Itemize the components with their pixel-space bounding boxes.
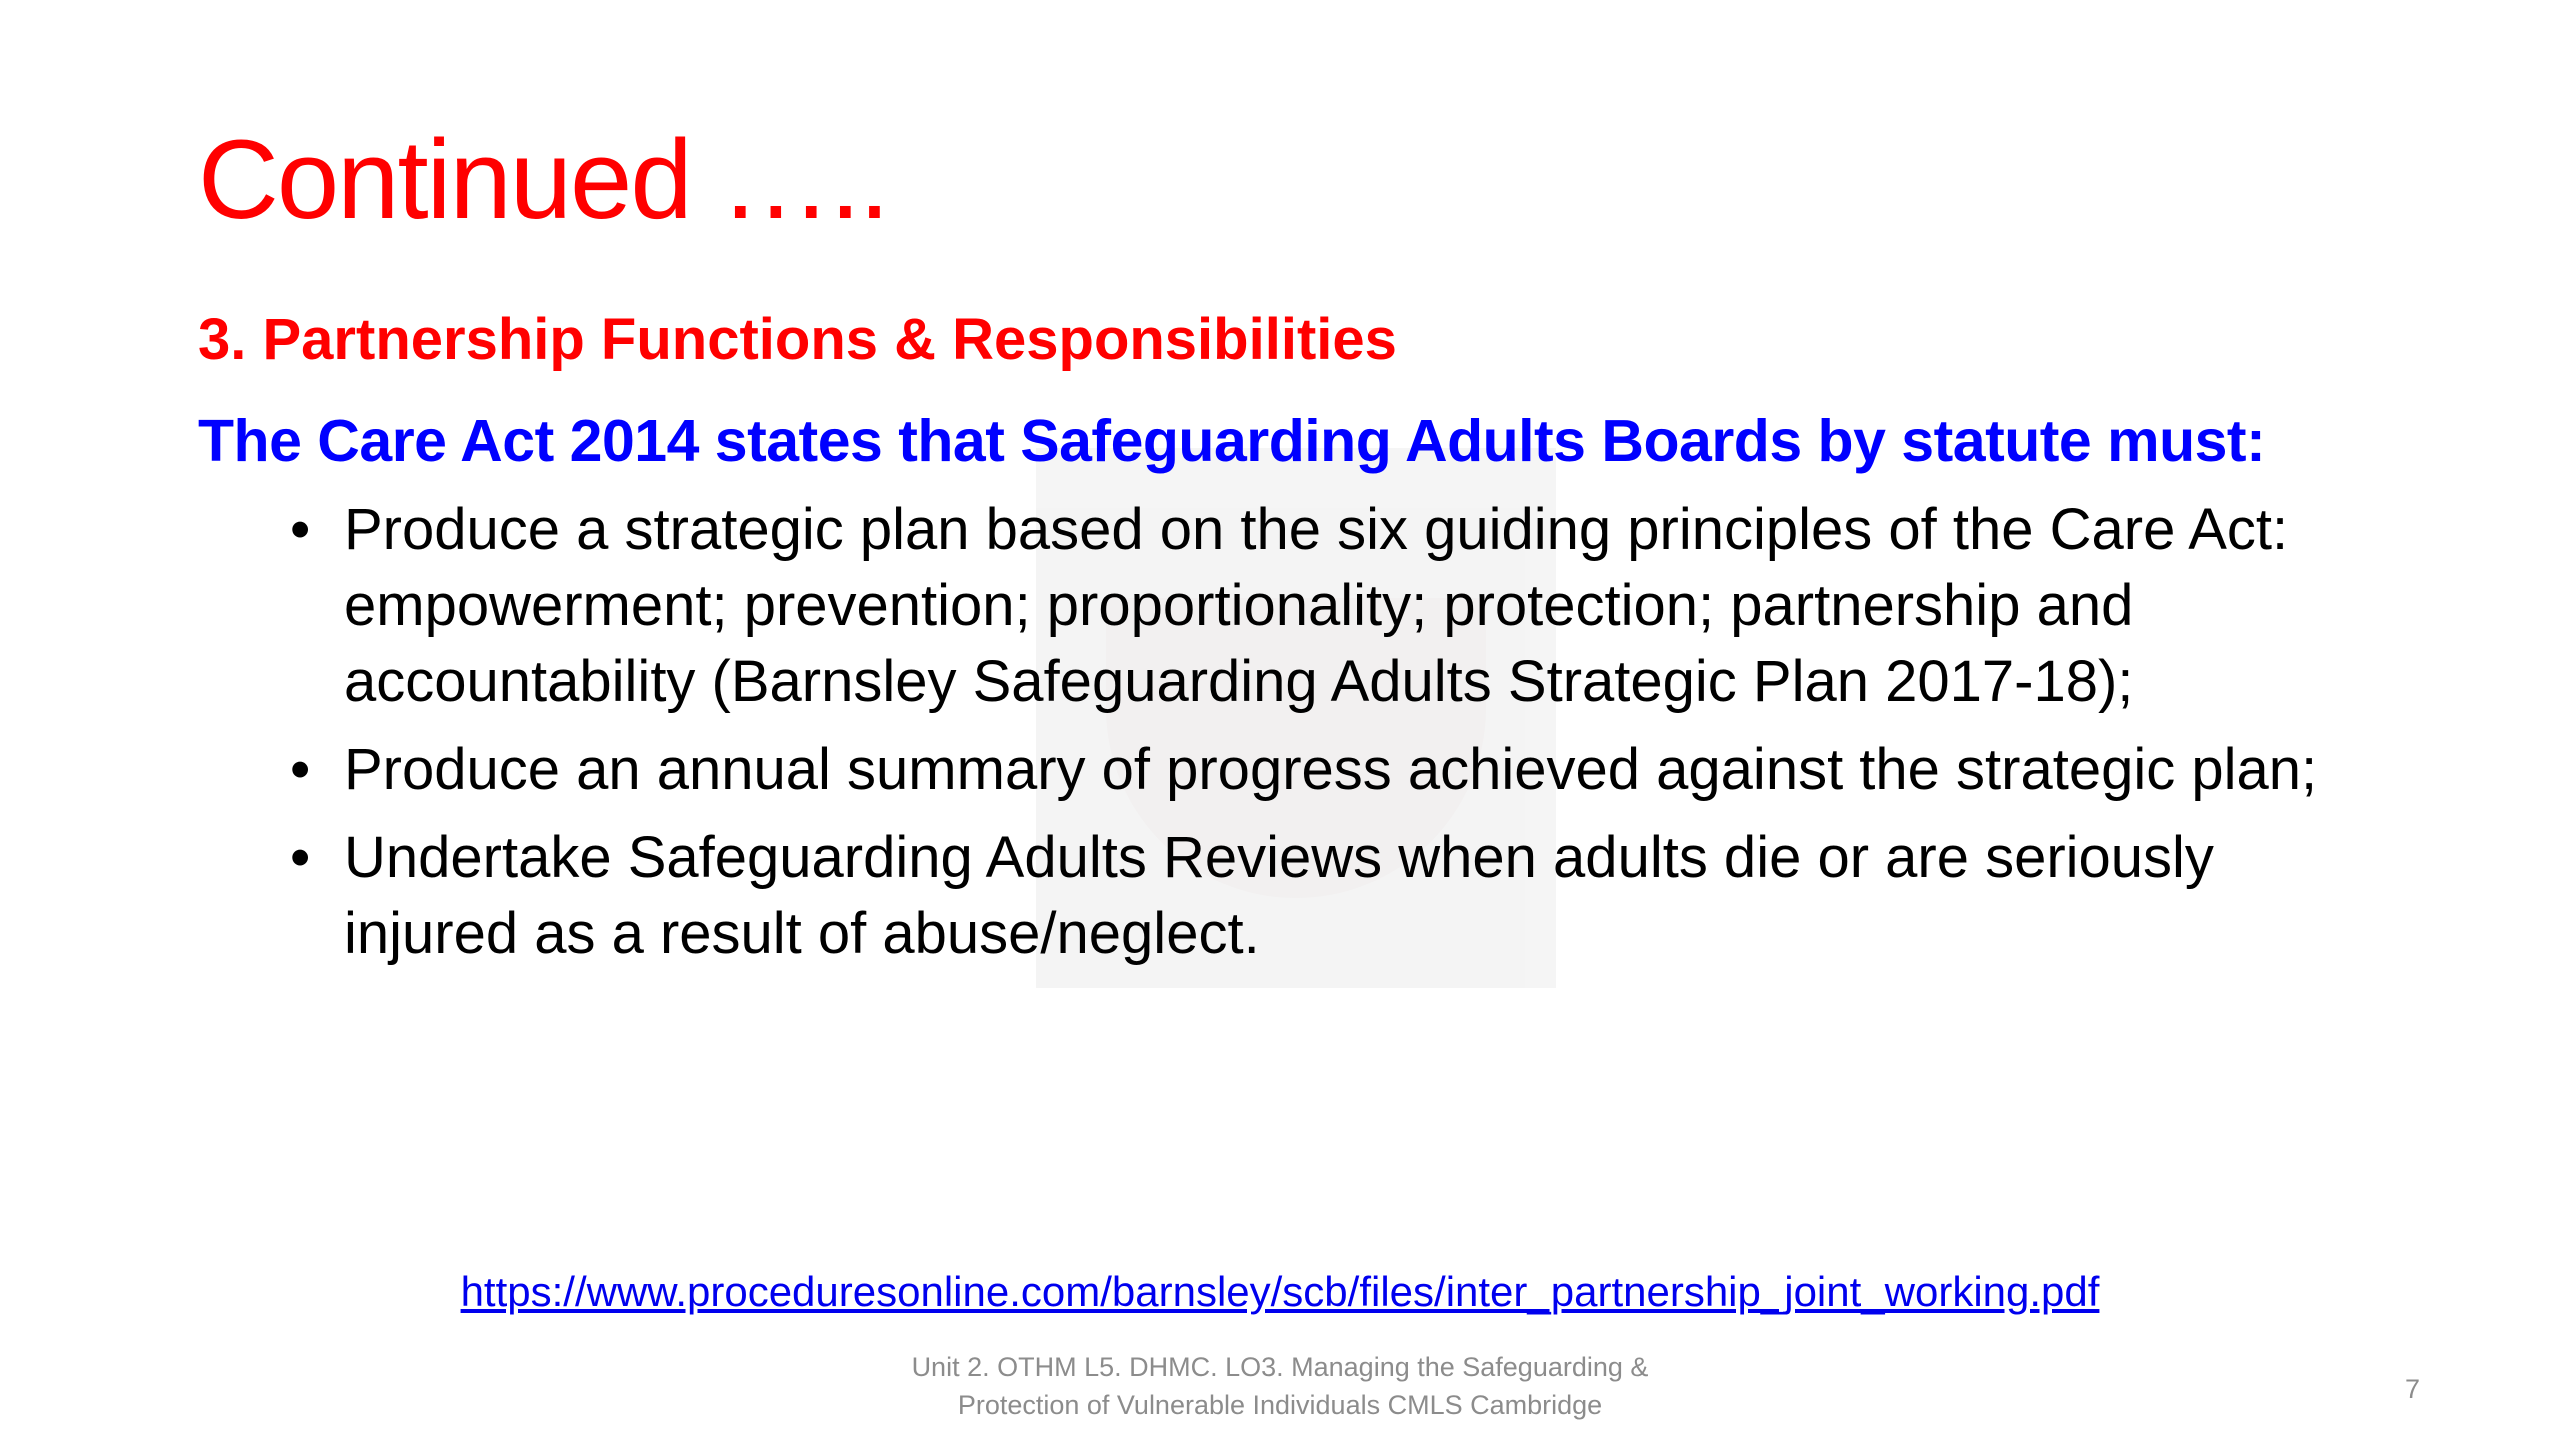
bullet-marker: • xyxy=(290,497,311,562)
slide-number: 7 xyxy=(2404,1374,2420,1404)
footer-line-1: Unit 2. OTHM L5. DHMC. LO3. Managing the Safeguarding & xyxy=(911,1352,1649,1382)
bullet-marker: • xyxy=(290,825,311,890)
intro-statement: The Care Act 2014 states that Safeguarding Adults Boards by statute must: xyxy=(198,408,2266,474)
bullet-item xyxy=(290,732,2370,808)
section-heading: 3. Partnership Functions & Responsibilities xyxy=(198,307,1397,372)
bullet-marker: • xyxy=(290,737,311,802)
slide-title: Continued ….. xyxy=(198,117,888,242)
bullet-item xyxy=(290,492,2370,720)
footer-line-2: Protection of Vulnerable Individuals CMLS Cambridge xyxy=(957,1390,1603,1420)
reference-link[interactable]: https://www.proceduresonline.com/barnsley/scb/files/inter_partnership_joint_working.pdf xyxy=(460,1268,2100,1315)
bullet-text: Produce an annual summary of progress achieved against the strategic plan; xyxy=(344,737,2318,802)
slide-footer xyxy=(780,1348,1780,1424)
bullet-text: Produce a strategic plan based on the six guiding principles of the Care Act: empowerment; prevention; proportionality; protection; partnership and accountability (Barnsley Safeguarding Adults Strategic Plan 2017-18); xyxy=(344,497,2289,714)
bullet-text: Undertake Safeguarding Adults Reviews when adults die or are seriously injured as a result of abuse/neglect. xyxy=(344,825,2214,966)
bullet-item xyxy=(290,820,2370,972)
bullet-list xyxy=(290,492,2370,984)
